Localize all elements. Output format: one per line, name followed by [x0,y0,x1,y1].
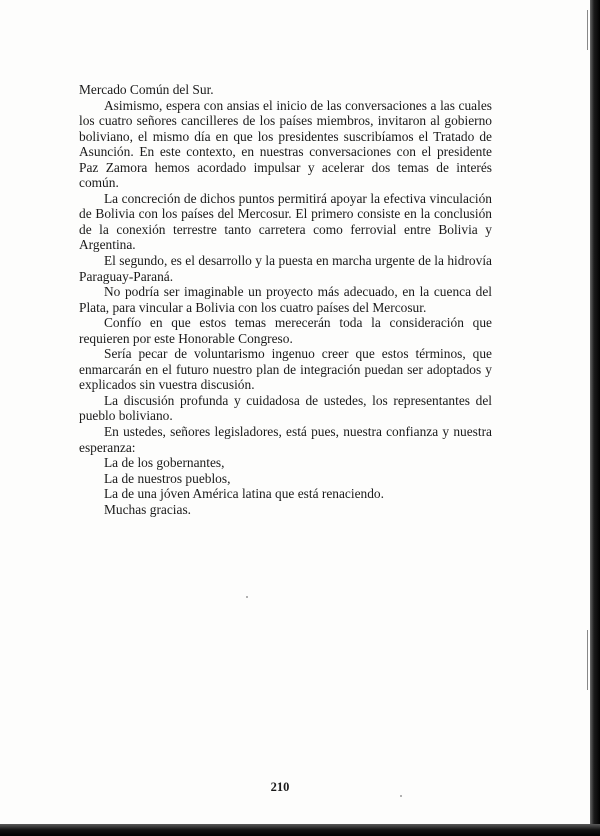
scan-edge-right [590,0,600,836]
closing-line: La de una jóven América latina que está renaciendo. [104,486,384,502]
paragraph: Asimismo, espera con ansias el inicio de las conversaciones a las cuales los cuatro señores cancilleres de los países miembros, invitaron al gobierno boliviano, el mismo día en que los presidentes suscribíamos el Tratado de Asunción. En este contexto, en nuestras conversaciones con el presidente Paz Zamora hemos acordado impulsar y acelerar dos temas de interés común. [79,97,492,191]
paragraph: Sería pecar de voluntarismo ingenuo creer que estos términos, que enmarcarán en el futuro nuestro plan de integración puedan ser adoptados y explicados sin vuestra discusión. [79,346,492,393]
paragraph: La concreción de dichos puntos permitirá apoyar la efectiva vinculación de Bolivia con los países del Mercosur. El primero consiste en la conclusión de la conexión terrestre tanto carretera como ferrovial entre Bolivia y Argentina. [79,190,492,253]
closing-line: La de nuestros pueblos, [104,470,231,486]
paragraph: En ustedes, señores legisladores, está pues, nuestra confianza y nuestra esperanza: [79,424,492,455]
scan-speck [246,596,248,598]
closing-line: La de los gobernantes, [104,455,225,471]
paragraph: El segundo, es el desarrollo y la puesta en marcha urgente de la hidrovía Paraguay-Paraná. [79,253,492,284]
closing-line: Muchas gracias. [104,501,192,517]
body-text [79,82,492,517]
paragraph: No podría ser imaginable un proyecto más adecuado, en la cuenca del Plata, para vincular a Bolivia con los cuatro países del Mercosur. [79,284,492,315]
paragraph: La discusión profunda y cuidadosa de ustedes, los representantes del pueblo boliviano. [79,392,492,424]
scan-edge-bottom [0,824,600,836]
paragraph: Mercado Común del Sur. [79,82,214,97]
paragraph: Confío en que estos temas merecerán toda la consideración que requieren por este Honorable Congreso. [79,315,492,346]
scan-edge-mark [587,10,588,50]
page-number: 210 [270,780,290,794]
scan-edge-mark [587,630,588,690]
scan-speck [400,795,402,797]
